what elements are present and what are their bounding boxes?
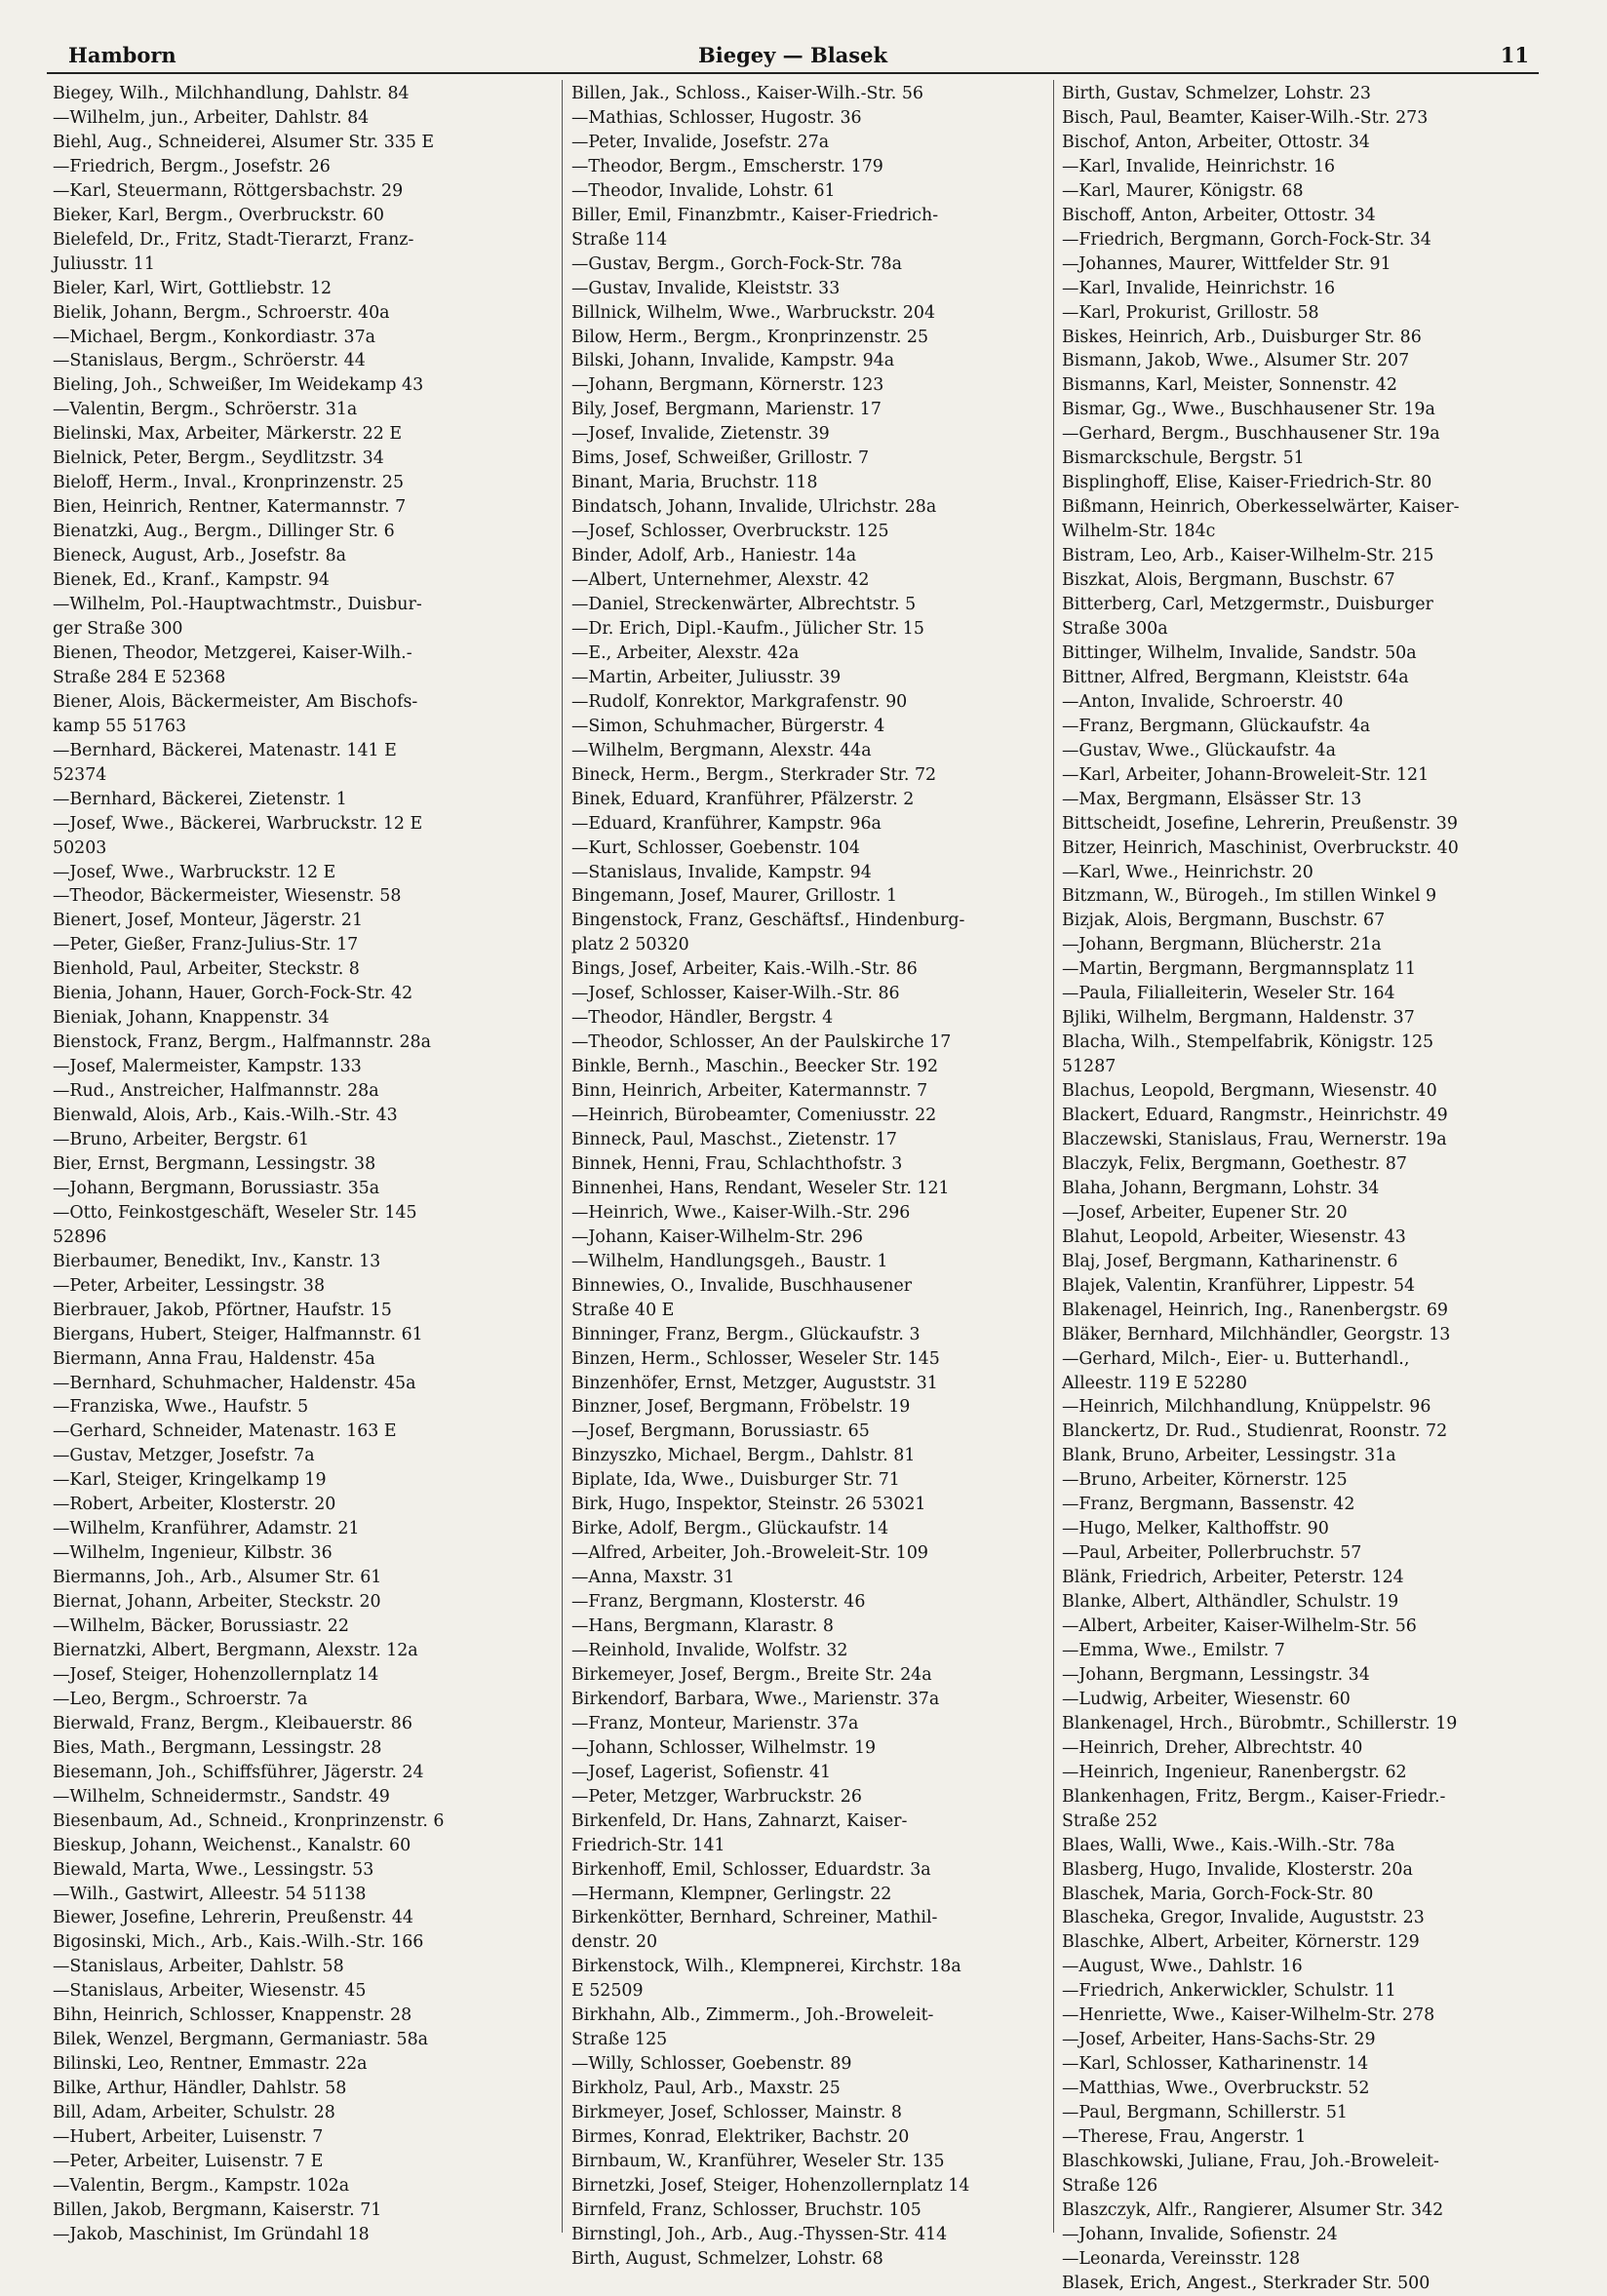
directory-entry: Bilke, Arthur, Händler, Dahlstr. 58: [53, 2079, 347, 2099]
directory-entry: —Josef, Steiger, Hohenzollernplatz 14: [53, 1664, 379, 1685]
directory-entry: —Stanislaus, Arbeiter, Dahlstr. 58: [53, 1957, 344, 1977]
directory-entry: Blahut, Leopold, Arbeiter, Wiesenstr. 43: [1062, 1226, 1406, 1247]
directory-entry: Bisplinghoff, Elise, Kaiser-Friedrich-Str. 80: [1062, 473, 1432, 493]
directory-entry: —Josef, Invalide, Zietenstr. 39: [571, 424, 830, 445]
directory-entry: Blasberg, Hugo, Invalide, Klosterstr. 20a: [1062, 1859, 1413, 1880]
directory-entry: Bill, Adam, Arbeiter, Schulstr. 28: [53, 2103, 335, 2123]
directory-entry: —Gustav, Bergm., Gorch-Fock-Str. 78a: [571, 253, 902, 274]
directory-entry: Binzen, Herm., Schlosser, Weseler Str. 145: [571, 1348, 940, 1369]
directory-entry: Blankenhagen, Fritz, Bergm., Kaiser-Friedr.-: [1062, 1786, 1446, 1807]
directory-entry: Bies, Math., Bergmann, Lessingstr. 28: [53, 1737, 382, 1758]
directory-entry: Blascheka, Gregor, Invalide, Auguststr. 23: [1062, 1908, 1425, 1928]
directory-entry: —Ludwig, Arbeiter, Wiesenstr. 60: [1062, 1689, 1351, 1709]
directory-entry: Biesemann, Joh., Schiffsführer, Jägerstr. 24: [53, 1762, 424, 1782]
directory-entry: —Reinhold, Invalide, Wolfstr. 32: [571, 1641, 848, 1660]
directory-entry: Biernat, Johann, Arbeiter, Steckstr. 20: [53, 1592, 381, 1613]
directory-entry: —Franz, Bergmann, Glückaufstr. 4a: [1062, 716, 1371, 736]
directory-entry: Binzenhöfer, Ernst, Metzger, Auguststr. 31: [571, 1373, 938, 1393]
directory-entry: Birth, August, Schmelzer, Lohstr. 68: [571, 2248, 883, 2269]
directory-entry: Bischof, Anton, Arbeiter, Ottostr. 34: [1062, 132, 1370, 152]
directory-entry: —Wilhelm, Handlungsgeh., Baustr. 1: [571, 1251, 888, 1271]
directory-entry: Birnetzki, Josef, Steiger, Hohenzollernplatz 14: [571, 2175, 970, 2196]
directory-entry: —Wilhelm, jun., Arbeiter, Dahlstr. 84: [53, 107, 370, 128]
directory-entry: —Bernhard, Schuhmacher, Haldenstr. 45a: [53, 1373, 416, 1393]
directory-entry: —Hermann, Klempner, Gerlingstr. 22: [571, 1884, 892, 1904]
directory-entry: Billen, Jak., Schloss., Kaiser-Wilh.-Str. 56: [571, 84, 923, 103]
directory-entry: Bielefeld, Dr., Fritz, Stadt-Tierarzt, Franz-: [53, 229, 414, 250]
directory-entry: —Wilhelm, Bergmann, Alexstr. 44a: [571, 740, 872, 760]
directory-entry: Bielinski, Max, Arbeiter, Märkerstr. 22 E: [53, 424, 403, 445]
directory-entry: —Josef, Lagerist, Sofienstr. 41: [571, 1762, 832, 1782]
directory-entry: Bielnick, Peter, Bergm., Seydlitzstr. 34: [53, 448, 384, 469]
directory-entry: —Valentin, Bergm., Kampstr. 102a: [53, 2175, 350, 2196]
directory-entry: Blajek, Valentin, Kranführer, Lippestr. 54: [1062, 1275, 1416, 1296]
directory-entry: —Wilhelm, Ingenieur, Kilbstr. 36: [53, 1543, 333, 1564]
directory-entry: —Martin, Arbeiter, Juliusstr. 39: [571, 667, 842, 687]
directory-entry: —Henriette, Wwe., Kaiser-Wilhelm-Str. 278: [1062, 2005, 1435, 2026]
directory-entry: —Mathias, Schlosser, Hugostr. 36: [571, 107, 862, 128]
directory-entry: Wilhelm-Str. 184c: [1062, 522, 1216, 542]
directory-entry: Bierbaumer, Benedikt, Inv., Kanstr. 13: [53, 1251, 381, 1271]
directory-entry: —Josef, Arbeiter, Eupener Str. 20: [1062, 1202, 1348, 1223]
directory-entry: 50203: [53, 837, 107, 858]
directory-entry: Bims, Josef, Schweißer, Grillostr. 7: [571, 448, 870, 469]
directory-entry: Biermann, Anna Frau, Haldenstr. 45a: [53, 1348, 375, 1369]
directory-entry: Birmes, Konrad, Elektriker, Bachstr. 20: [571, 2127, 910, 2148]
directory-entry: ger Straße 300: [53, 618, 183, 639]
directory-entry: —Robert, Arbeiter, Klosterstr. 20: [53, 1495, 336, 1515]
directory-entry: Blaschkowski, Juliane, Frau, Joh.-Broweleit-: [1062, 2152, 1439, 2172]
directory-entry: —Dr. Erich, Dipl.-Kaufm., Jülicher Str. 15: [571, 618, 924, 639]
directory-entry: Bieskup, Johann, Weichenst., Kanalstr. 60: [53, 1835, 412, 1855]
directory-entry: Birkenkötter, Bernhard, Schreiner, Mathil-: [571, 1908, 938, 1928]
directory-entry: Biplate, Ida, Wwe., Duisburger Str. 71: [571, 1470, 900, 1491]
directory-entry: Birth, Gustav, Schmelzer, Lohstr. 23: [1062, 84, 1371, 103]
directory-entry: Bienek, Ed., Kranf., Kampstr. 94: [53, 570, 330, 591]
directory-entry: Bierbrauer, Jakob, Pförtner, Haufstr. 15: [53, 1300, 392, 1320]
directory-entry: Bienen, Theodor, Metzgerei, Kaiser-Wilh.-: [53, 642, 412, 663]
directory-entry: Juliusstr. 11: [53, 253, 155, 274]
directory-entry: —Wilhelm, Schneidermstr., Sandstr. 49: [53, 1786, 390, 1807]
directory-entry: Bieniak, Johann, Knappenstr. 34: [53, 1008, 330, 1029]
directory-entry: —Josef, Wwe., Bäckerei, Warbruckstr. 12 E: [53, 813, 423, 834]
directory-entry: —Leo, Bergm., Schroerstr. 7a: [53, 1689, 308, 1709]
directory-entry: —Karl, Invalide, Heinrichstr. 16: [1062, 156, 1336, 176]
directory-entry: Bittner, Alfred, Bergmann, Kleiststr. 64a: [1062, 667, 1409, 687]
directory-entry: —Wilhelm, Kranführer, Adamstr. 21: [53, 1519, 360, 1539]
directory-column-1: [53, 82, 540, 2244]
directory-entry: —Johann, Kaiser-Wilhelm-Str. 296: [571, 1226, 863, 1247]
directory-entry: Straße 252: [1062, 1810, 1158, 1831]
directory-entry: Blank, Bruno, Arbeiter, Lessingstr. 31a: [1062, 1446, 1396, 1466]
directory-entry: Biewer, Josefine, Lehrerin, Preußenstr. 44: [53, 1908, 413, 1928]
directory-entry: Birkholz, Paul, Arb., Maxstr. 25: [571, 2079, 841, 2099]
directory-entry: —Karl, Maurer, Königstr. 68: [1062, 180, 1304, 201]
directory-entry: Blaes, Walli, Wwe., Kais.-Wilh.-Str. 78a: [1062, 1835, 1395, 1855]
directory-entry: denstr. 20: [571, 1932, 658, 1953]
directory-entry: —Martin, Bergmann, Bergmannsplatz 11: [1062, 959, 1417, 980]
directory-entry: Bieloff, Herm., Inval., Kronprinzenstr. 25: [53, 473, 405, 493]
directory-entry: Binninger, Franz, Bergm., Glückaufstr. 3: [571, 1324, 921, 1344]
directory-entry: Bittinger, Wilhelm, Invalide, Sandstr. 50a: [1062, 642, 1417, 663]
directory-entry: Bißmann, Heinrich, Oberkesselwärter, Kaiser-: [1062, 497, 1460, 518]
directory-entry: Binneck, Paul, Maschst., Zietenstr. 17: [571, 1129, 897, 1149]
directory-entry: Blänk, Friedrich, Arbeiter, Peterstr. 124: [1062, 1568, 1404, 1588]
directory-entry: —Johannes, Maurer, Wittfelder Str. 91: [1062, 253, 1391, 274]
directory-entry: —Josef, Arbeiter, Hans-Sachs-Str. 29: [1062, 2030, 1376, 2050]
directory-entry: —Josef, Malermeister, Kampstr. 133: [53, 1057, 362, 1077]
directory-entry: Bilek, Wenzel, Bergmann, Germaniastr. 58a: [53, 2030, 428, 2050]
directory-entry: —Jakob, Maschinist, Im Gründahl 18: [53, 2224, 370, 2244]
directory-entry: Billen, Jakob, Bergmann, Kaiserstr. 71: [53, 2199, 382, 2220]
directory-entry: Bienstock, Franz, Bergm., Halfmannstr. 28a: [53, 1032, 431, 1053]
directory-entry: —Valentin, Bergm., Schröerstr. 31a: [53, 400, 358, 420]
directory-entry: Biehl, Aug., Schneiderei, Alsumer Str. 335 E: [53, 132, 435, 152]
directory-entry: Bieker, Karl, Bergm., Overbruckstr. 60: [53, 205, 384, 225]
directory-entry: Binant, Maria, Bruchstr. 118: [571, 473, 818, 493]
directory-entry: —Alfred, Arbeiter, Joh.-Broweleit-Str. 109: [571, 1543, 928, 1564]
directory-entry: Birkemeyer, Josef, Bergm., Breite Str. 24a: [571, 1664, 932, 1685]
directory-entry: Bienia, Johann, Hauer, Gorch-Fock-Str. 42: [53, 984, 413, 1004]
directory-entry: Bischoff, Anton, Arbeiter, Ottostr. 34: [1062, 205, 1376, 225]
directory-entry: —Heinrich, Bürobeamter, Comeniusstr. 22: [571, 1106, 937, 1126]
directory-entry: Bismar, Gg., Wwe., Buschhausener Str. 19a: [1062, 400, 1435, 420]
directory-entry: —Karl, Invalide, Heinrichstr. 16: [1062, 278, 1336, 298]
directory-entry: —Johann, Bergmann, Lessingstr. 34: [1062, 1664, 1370, 1685]
directory-entry: —Theodor, Invalide, Lohstr. 61: [571, 180, 836, 201]
directory-entry: Straße 125: [571, 2030, 668, 2050]
directory-entry: Birnfeld, Franz, Schlosser, Bruchstr. 105: [571, 2199, 921, 2220]
directory-entry: Blaczyk, Felix, Bergmann, Goethestr. 87: [1062, 1153, 1407, 1174]
directory-entry: Blackert, Eduard, Rangmstr., Heinrichstr. 49: [1062, 1106, 1448, 1126]
directory-entry: —Josef, Schlosser, Overbruckstr. 125: [571, 522, 889, 542]
directory-entry: Bigosinski, Mich., Arb., Kais.-Wilh.-Str. 166: [53, 1932, 424, 1953]
directory-entry: Bindatsch, Johann, Invalide, Ulrichstr. 28a: [571, 497, 937, 518]
directory-entry: —Peter, Metzger, Warbruckstr. 26: [571, 1786, 862, 1807]
directory-entry: —Willy, Schlosser, Goebenstr. 89: [571, 2054, 852, 2075]
directory-entry: —Rud., Anstreicher, Halfmannstr. 28a: [53, 1081, 379, 1102]
directory-entry: —Gustav, Metzger, Josefstr. 7a: [53, 1446, 315, 1466]
directory-entry: Bielik, Johann, Bergm., Schroerstr. 40a: [53, 302, 390, 323]
directory-entry: —Max, Bergmann, Elsässer Str. 13: [1062, 789, 1362, 809]
directory-entry: Bjliki, Wilhelm, Bergmann, Haldenstr. 37: [1062, 1008, 1415, 1029]
directory-entry: —Johann, Invalide, Sofienstr. 24: [1062, 2224, 1338, 2244]
directory-entry: Blaha, Johann, Bergmann, Lohstr. 34: [1062, 1178, 1380, 1198]
directory-entry: Bistram, Leo, Arb., Kaiser-Wilhelm-Str. 215: [1062, 546, 1434, 566]
directory-entry: Bizjak, Alois, Bergmann, Buschstr. 67: [1062, 911, 1386, 931]
directory-entry: —Josef, Wwe., Warbruckstr. 12 E: [53, 862, 336, 882]
directory-entry: —Bernhard, Bäckerei, Matenastr. 141 E: [53, 740, 397, 760]
directory-entry: Bitzer, Heinrich, Maschinist, Overbruckstr. 40: [1062, 837, 1459, 858]
directory-entry: —Matthias, Wwe., Overbruckstr. 52: [1062, 2079, 1370, 2099]
directory-entry: Biernatzki, Albert, Bergmann, Alexstr. 12a: [53, 1641, 418, 1660]
directory-entry: Bilinski, Leo, Rentner, Emmastr. 22a: [53, 2054, 368, 2075]
directory-entry: —Friedrich, Ankerwickler, Schulstr. 11: [1062, 1981, 1396, 2002]
directory-entry: —Albert, Arbeiter, Kaiser-Wilhelm-Str. 56: [1062, 1616, 1417, 1637]
directory-entry: Straße 126: [1062, 2175, 1158, 2196]
directory-entry: Binkle, Bernh., Maschin., Beecker Str. 192: [571, 1057, 939, 1077]
directory-entry: Billnick, Wilhelm, Wwe., Warbruckstr. 204: [571, 302, 936, 323]
directory-entry: Biergans, Hubert, Steiger, Halfmannstr. 61: [53, 1324, 423, 1344]
directory-entry: —Karl, Arbeiter, Johann-Broweleit-Str. 121: [1062, 764, 1430, 785]
directory-entry: Alleestr. 119 E 52280: [1062, 1373, 1247, 1393]
directory-entry: Bilow, Herm., Bergm., Kronprinzenstr. 25: [571, 327, 929, 347]
directory-entry: Biegey, Wilh., Milchhandlung, Dahlstr. 84: [53, 84, 410, 103]
directory-entry: —Josef, Bergmann, Borussiastr. 65: [571, 1421, 870, 1442]
directory-entry: Bienatzki, Aug., Bergm., Dillinger Str. 6: [53, 522, 395, 542]
directory-entry: —Gerhard, Milch-, Eier- u. Butterhandl.,: [1062, 1348, 1410, 1369]
directory-entry: 52896: [53, 1226, 107, 1247]
directory-entry: Bitzmann, W., Bürogeh., Im stillen Winkel 9: [1062, 886, 1437, 907]
directory-entry: —Anna, Maxstr. 31: [571, 1568, 735, 1588]
directory-entry: Straße 284 E 52368: [53, 667, 226, 687]
directory-entry: E 52509: [571, 1981, 644, 2002]
directory-entry: 51287: [1062, 1057, 1117, 1077]
directory-entry: Friedrich-Str. 141: [571, 1835, 725, 1855]
directory-entry: —Simon, Schuhmacher, Bürgerstr. 4: [571, 716, 885, 736]
directory-entry: —Gustav, Invalide, Kleiststr. 33: [571, 278, 841, 298]
directory-entry: —Karl, Schlosser, Katharinenstr. 14: [1062, 2054, 1369, 2075]
directory-entry: —Peter, Gießer, Franz-Julius-Str. 17: [53, 935, 359, 955]
directory-entry: —Franz, Bergmann, Klosterstr. 46: [571, 1592, 866, 1613]
directory-entry: —Michael, Bergm., Konkordiastr. 37a: [53, 327, 376, 347]
directory-entry: Biermanns, Joh., Arb., Alsumer Str. 61: [53, 1568, 382, 1588]
page-number: 11: [1500, 43, 1529, 67]
directory-entry: —Heinrich, Ingenieur, Ranenbergstr. 62: [1062, 1762, 1407, 1782]
directory-entry: —Franziska, Wwe., Haufstr. 5: [53, 1397, 309, 1418]
directory-entry: —Peter, Arbeiter, Luisenstr. 7 E: [53, 2152, 324, 2172]
directory-entry: Bingenstock, Franz, Geschäftsf., Hindenburg-: [571, 911, 965, 931]
directory-entry: Birkendorf, Barbara, Wwe., Marienstr. 37a: [571, 1689, 940, 1709]
directory-entry: —Hubert, Arbeiter, Luisenstr. 7: [53, 2127, 324, 2148]
directory-entry: Blaschke, Albert, Arbeiter, Körnerstr. 129: [1062, 1932, 1420, 1953]
directory-entry: —Kurt, Schlosser, Goebenstr. 104: [571, 837, 860, 858]
header-city: Hamborn: [68, 43, 176, 67]
directory-entry: Bieling, Joh., Schweißer, Im Weidekamp 43: [53, 375, 424, 396]
directory-entry: —Friedrich, Bergm., Josefstr. 26: [53, 156, 331, 176]
directory-entry: Birkhahn, Alb., Zimmerm., Joh.-Broweleit-: [571, 2005, 934, 2026]
directory-entry: Straße 40 E: [571, 1300, 675, 1320]
directory-entry: —Rudolf, Konrektor, Markgrafenstr. 90: [571, 691, 908, 712]
directory-entry: —Karl, Wwe., Heinrichstr. 20: [1062, 862, 1313, 882]
column-divider: [1053, 80, 1054, 2233]
directory-entry: —August, Wwe., Dahlstr. 16: [1062, 1957, 1303, 1977]
directory-entry: —Theodor, Bergm., Emscherstr. 179: [571, 156, 883, 176]
directory-entry: Bitterberg, Carl, Metzgermstr., Duisburger: [1062, 595, 1433, 615]
directory-entry: Bihn, Heinrich, Schlosser, Knappenstr. 28: [53, 2005, 412, 2026]
directory-entry: Blanckertz, Dr. Rud., Studienrat, Roonstr. 72: [1062, 1421, 1448, 1442]
directory-entry: Blankenagel, Hrch., Bürobmtr., Schillerstr. 19: [1062, 1713, 1458, 1733]
directory-entry: Binek, Eduard, Kranführer, Pfälzerstr. 2: [571, 789, 915, 809]
directory-entry: Bingemann, Josef, Maurer, Grillostr. 1: [571, 886, 898, 907]
directory-entry: Bismann, Jakob, Wwe., Alsumer Str. 207: [1062, 351, 1410, 371]
directory-entry: kamp 55 51763: [53, 716, 187, 736]
directory-entry: Bier, Ernst, Bergmann, Lessingstr. 38: [53, 1153, 376, 1174]
directory-entry: Blaj, Josef, Bergmann, Katharinenstr. 6: [1062, 1251, 1398, 1271]
directory-entry: —Hans, Bergmann, Klarastr. 8: [571, 1616, 834, 1637]
directory-entry: —Otto, Feinkostgeschäft, Weseler Str. 145: [53, 1202, 417, 1223]
directory-entry: 52374: [53, 764, 107, 785]
directory-entry: —Johann, Bergmann, Borussiastr. 35a: [53, 1178, 380, 1198]
directory-entry: —Karl, Steuermann, Röttgersbachstr. 29: [53, 180, 404, 201]
directory-entry: Biener, Alois, Bäckermeister, Am Bischofs-: [53, 691, 418, 712]
directory-entry: Binn, Heinrich, Arbeiter, Katermannstr. 7: [571, 1081, 928, 1102]
directory-entry: Binzyszko, Michael, Bergm., Dahlstr. 81: [571, 1446, 916, 1466]
directory-entry: —Bernhard, Bäckerei, Zietenstr. 1: [53, 789, 347, 809]
page-header: [47, 41, 1539, 74]
header-range: Biegey — Blasek: [697, 43, 888, 67]
directory-entry: Blasek, Erich, Angest., Sterkrader Str. 500: [1062, 2273, 1431, 2293]
directory-entry: —Wilhelm, Bäcker, Borussiastr. 22: [53, 1616, 349, 1637]
directory-entry: Birkmeyer, Josef, Schlosser, Mainstr. 8: [571, 2103, 902, 2123]
directory-entry: —Paula, Filialleiterin, Weseler Str. 164: [1062, 984, 1395, 1004]
directory-entry: —Stanislaus, Invalide, Kampstr. 94: [571, 862, 872, 882]
directory-entry: Birnstingl, Joh., Arb., Aug.-Thyssen-Str. 414: [571, 2224, 948, 2244]
directory-entry: —Hugo, Melker, Kalthoffstr. 90: [1062, 1519, 1329, 1539]
directory-entry: Binder, Adolf, Arb., Haniestr. 14a: [571, 546, 857, 566]
directory-entry: Biller, Emil, Finanzbmtr., Kaiser-Friedrich-: [571, 205, 939, 225]
directory-entry: —Stanislaus, Bergm., Schröerstr. 44: [53, 351, 366, 371]
directory-entry: Biskes, Heinrich, Arb., Duisburger Str. 86: [1062, 327, 1422, 347]
directory-entry: Bien, Heinrich, Rentner, Katermannstr. 7: [53, 497, 407, 518]
directory-entry: Binnenhei, Hans, Rendant, Weseler Str. 121: [571, 1178, 950, 1198]
directory-entry: Binzner, Josef, Bergmann, Fröbelstr. 19: [571, 1397, 911, 1418]
directory-entry: —Theodor, Schlosser, An der Paulskirche 17: [571, 1032, 952, 1053]
directory-entry: Binnewies, O., Invalide, Buschhausener: [571, 1275, 913, 1296]
directory-entry: Birkenstock, Wilh., Klempnerei, Kirchstr. 18a: [571, 1957, 961, 1977]
directory-entry: —Wilhelm, Pol.-Hauptwachtmstr., Duisbur-: [53, 595, 422, 615]
directory-entry: Birnbaum, W., Kranführer, Weseler Str. 135: [571, 2152, 945, 2172]
directory-entry: —Johann, Schlosser, Wilhelmstr. 19: [571, 1737, 877, 1758]
directory-entry: Bisch, Paul, Beamter, Kaiser-Wilh.-Str. 273: [1062, 107, 1429, 128]
directory-entry: Bings, Josef, Arbeiter, Kais.-Wilh.-Str. 86: [571, 959, 918, 980]
directory-column-3: [1062, 82, 1549, 2293]
directory-entry: Blaszczyk, Alfr., Rangierer, Alsumer Str. 342: [1062, 2199, 1444, 2220]
directory-entry: Biewald, Marta, Wwe., Lessingstr. 53: [53, 1859, 374, 1880]
directory-entry: Bieneck, August, Arb., Josefstr. 8a: [53, 546, 347, 566]
directory-entry: Bittscheidt, Josefine, Lehrerin, Preußenstr. 39: [1062, 813, 1458, 834]
directory-entry: —Therese, Frau, Angerstr. 1: [1062, 2127, 1307, 2148]
directory-entry: —E., Arbeiter, Alexstr. 42a: [571, 642, 800, 663]
directory-entry: —Peter, Invalide, Josefstr. 27a: [571, 132, 830, 152]
directory-entry: Biesenbaum, Ad., Schneid., Kronprinzenstr. 6: [53, 1810, 445, 1831]
directory-entry: —Johann, Bergmann, Blücherstr. 21a: [1062, 935, 1382, 955]
directory-entry: —Emma, Wwe., Emilstr. 7: [1062, 1641, 1285, 1660]
directory-entry: —Stanislaus, Arbeiter, Wiesenstr. 45: [53, 1981, 367, 2002]
directory-entry: Birkenfeld, Dr. Hans, Zahnarzt, Kaiser-: [571, 1810, 908, 1831]
directory-entry: —Franz, Monteur, Marienstr. 37a: [571, 1713, 859, 1733]
directory-entry: Bismanns, Karl, Meister, Sonnenstr. 42: [1062, 375, 1397, 396]
directory-entry: —Leonarda, Vereinsstr. 128: [1062, 2248, 1301, 2269]
directory-entry: —Theodor, Bäckermeister, Wiesenstr. 58: [53, 886, 402, 907]
directory-entry: Birk, Hugo, Inspektor, Steinstr. 26 53021: [571, 1495, 926, 1515]
directory-entry: —Anton, Invalide, Schroerstr. 40: [1062, 691, 1344, 712]
directory-entry: Birkenhoff, Emil, Schlosser, Eduardstr. 3a: [571, 1859, 931, 1880]
directory-entry: platz 2 50320: [571, 935, 689, 955]
directory-entry: —Heinrich, Dreher, Albrechtstr. 40: [1062, 1737, 1363, 1758]
directory-entry: Blakenagel, Heinrich, Ing., Ranenbergstr. 69: [1062, 1300, 1448, 1320]
directory-entry: Birke, Adolf, Bergm., Glückaufstr. 14: [571, 1519, 889, 1539]
directory-entry: —Paul, Bergmann, Schillerstr. 51: [1062, 2103, 1348, 2123]
directory-column-2: [571, 82, 1047, 2269]
directory-entry: —Bruno, Arbeiter, Körnerstr. 125: [1062, 1470, 1348, 1491]
directory-entry: Bineck, Herm., Bergm., Sterkrader Str. 72: [571, 764, 937, 785]
directory-entry: —Eduard, Kranführer, Kampstr. 96a: [571, 813, 882, 834]
directory-entry: Blachus, Leopold, Bergmann, Wiesenstr. 40: [1062, 1081, 1437, 1102]
directory-entry: —Josef, Schlosser, Kaiser-Wilh.-Str. 86: [571, 984, 900, 1004]
directory-entry: —Franz, Bergmann, Bassenstr. 42: [1062, 1495, 1355, 1515]
directory-entry: —Johann, Bergmann, Körnerstr. 123: [571, 375, 884, 396]
directory-entry: —Gustav, Wwe., Glückaufstr. 4a: [1062, 740, 1336, 760]
directory-entry: —Albert, Unternehmer, Alexstr. 42: [571, 570, 870, 591]
directory-entry: Bieler, Karl, Wirt, Gottliebstr. 12: [53, 278, 333, 298]
directory-entry: —Friedrich, Bergmann, Gorch-Fock-Str. 34: [1062, 229, 1431, 250]
directory-entry: —Heinrich, Wwe., Kaiser-Wilh.-Str. 296: [571, 1202, 911, 1223]
directory-entry: Straße 114: [571, 229, 668, 250]
directory-entry: Bierwald, Franz, Bergm., Kleibauerstr. 86: [53, 1713, 412, 1733]
directory-entry: —Karl, Steiger, Kringelkamp 19: [53, 1470, 327, 1491]
directory-entry: —Daniel, Streckenwärter, Albrechtstr. 5: [571, 595, 917, 615]
directory-entry: Bilski, Johann, Invalide, Kampstr. 94a: [571, 351, 895, 371]
directory-entry: —Bruno, Arbeiter, Bergstr. 61: [53, 1129, 310, 1149]
directory-entry: —Gerhard, Bergm., Buschhausener Str. 19a: [1062, 424, 1440, 445]
directory-entry: Bläker, Bernhard, Milchhändler, Georgstr. 13: [1062, 1324, 1451, 1344]
directory-entry: Biszkat, Alois, Bergmann, Buschstr. 67: [1062, 570, 1395, 591]
directory-entry: —Karl, Prokurist, Grillostr. 58: [1062, 302, 1319, 323]
directory-entry: —Gerhard, Schneider, Matenastr. 163 E: [53, 1421, 397, 1442]
directory-entry: Blaczewski, Stanislaus, Frau, Wernerstr. 19a: [1062, 1129, 1447, 1149]
directory-entry: Bienert, Josef, Monteur, Jägerstr. 21: [53, 911, 364, 931]
directory-entry: Bienwald, Alois, Arb., Kais.-Wilh.-Str. 43: [53, 1106, 398, 1126]
column-divider: [562, 80, 563, 2233]
directory-entry: Bily, Josef, Bergmann, Marienstr. 17: [571, 400, 882, 420]
directory-entry: —Peter, Arbeiter, Lessingstr. 38: [53, 1275, 326, 1296]
directory-entry: Blanke, Albert, Althändler, Schulstr. 19: [1062, 1592, 1399, 1613]
directory-entry: Bismarckschule, Bergstr. 51: [1062, 448, 1305, 469]
directory-entry: Binnek, Henni, Frau, Schlachthofstr. 3: [571, 1153, 903, 1174]
directory-entry: —Theodor, Händler, Bergstr. 4: [571, 1008, 834, 1029]
directory-entry: —Heinrich, Milchhandlung, Knüppelstr. 96: [1062, 1397, 1431, 1418]
directory-entry: —Wilh., Gastwirt, Alleestr. 54 51138: [53, 1884, 367, 1904]
directory-entry: Blaschek, Maria, Gorch-Fock-Str. 80: [1062, 1884, 1374, 1904]
directory-entry: Bienhold, Paul, Arbeiter, Steckstr. 8: [53, 959, 360, 980]
directory-entry: Blacha, Wilh., Stempelfabrik, Königstr. 125: [1062, 1032, 1434, 1053]
directory-entry: Straße 300a: [1062, 618, 1168, 639]
directory-entry: —Paul, Arbeiter, Pollerbruchstr. 57: [1062, 1543, 1362, 1564]
